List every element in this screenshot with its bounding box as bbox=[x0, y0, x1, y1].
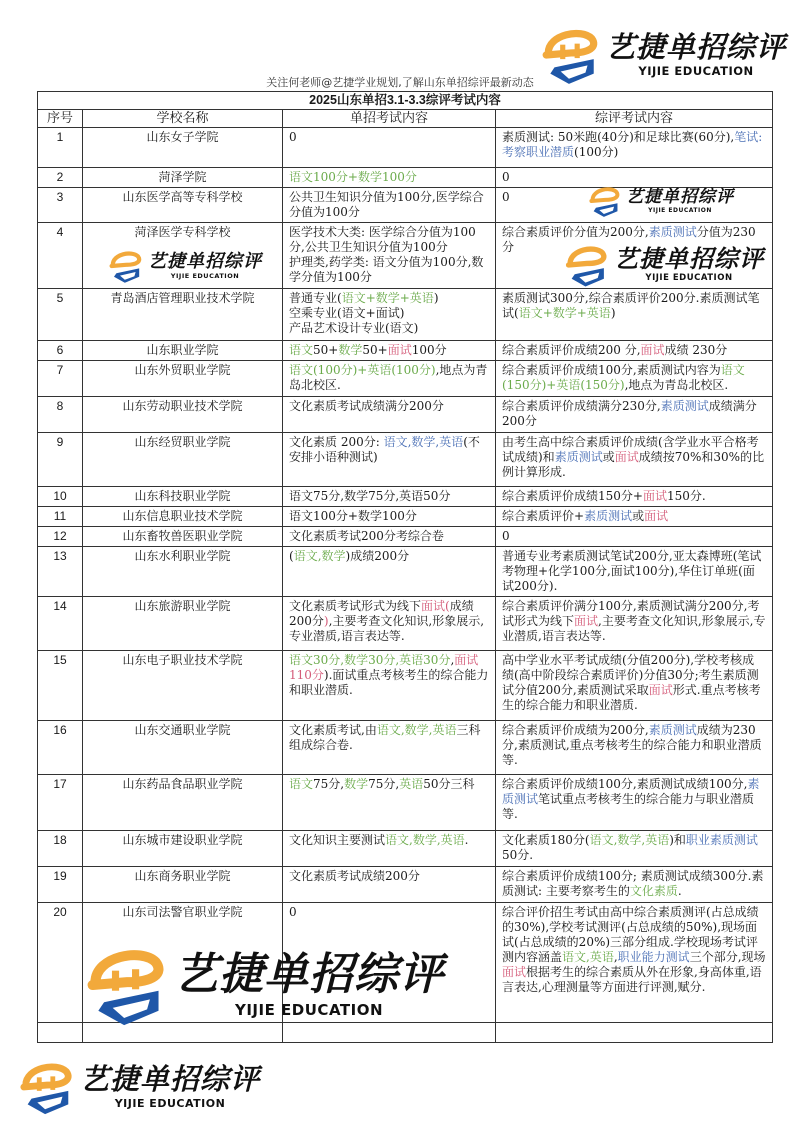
text-segment: 0 bbox=[289, 905, 297, 919]
danzhao-line bbox=[289, 170, 489, 185]
zongping-content bbox=[496, 721, 773, 775]
zongping-content bbox=[496, 867, 773, 903]
text-segment: 综合素质评价成绩100分,素质测试内容为 bbox=[502, 363, 721, 377]
table-row bbox=[38, 223, 773, 289]
logo-text-en: YIJIE EDUCATION bbox=[234, 1000, 384, 1019]
zongping-content bbox=[496, 223, 773, 289]
danzhao-line bbox=[289, 529, 489, 544]
text-segment: 形式.重点考核考生的综合能力和职业潜质. bbox=[502, 683, 761, 712]
text-segment: 成绩按70%和30%的比例计算形成. bbox=[502, 450, 765, 479]
table-row bbox=[38, 507, 773, 527]
danzhao-content bbox=[283, 128, 496, 168]
danzhao-content bbox=[283, 775, 496, 831]
table-row bbox=[38, 397, 773, 433]
row-number: 17 bbox=[38, 775, 83, 831]
text-segment: 综合素质评价成绩为200分, bbox=[502, 723, 649, 737]
text-segment: ,地点为青岛北校区. bbox=[289, 363, 488, 392]
logo-text-cn: 艺捷单招综评 bbox=[626, 186, 734, 207]
zongping-content bbox=[496, 597, 773, 651]
table-row bbox=[38, 361, 773, 397]
text-segment: 50+ bbox=[362, 343, 388, 357]
text-segment: 文化素质180分( bbox=[502, 833, 590, 847]
table-row bbox=[38, 1023, 773, 1043]
row-number: 19 bbox=[38, 867, 83, 903]
zongping-content bbox=[496, 397, 773, 433]
zongping-line bbox=[502, 529, 766, 544]
text-segment: 综合素质评价成绩200 分, bbox=[502, 343, 641, 357]
text-segment: 空乘专业(语文+面试) bbox=[289, 306, 405, 320]
zongping-content bbox=[496, 128, 773, 168]
text-segment: 根据考生的综合素质从外在形象,身高体重,语言表达,心理测量等方面进行评测,赋分. bbox=[502, 965, 762, 994]
row-number: 3 bbox=[38, 188, 83, 223]
text-segment: 文化素质考试200分考综合卷 bbox=[289, 529, 444, 543]
highlighted-text: 素质测试 bbox=[660, 399, 709, 413]
row-number: 20 bbox=[38, 903, 83, 1023]
danzhao-line bbox=[289, 291, 489, 306]
table-row bbox=[38, 867, 773, 903]
danzhao-line bbox=[289, 435, 489, 465]
school-name: 山东劳动职业技术学院 bbox=[83, 397, 283, 433]
highlighted-text: 面试110分 bbox=[289, 653, 479, 682]
school-name: 山东职业学院 bbox=[83, 341, 283, 361]
text-segment: , bbox=[450, 653, 455, 667]
highlighted-text: 素质测试 bbox=[502, 777, 760, 806]
text-segment: 综合素质评价成绩150分+ bbox=[502, 489, 643, 503]
zongping-content bbox=[496, 831, 773, 867]
zongping-content bbox=[496, 547, 773, 597]
zongping-line bbox=[502, 399, 766, 429]
header-danzhao: 单招考试内容 bbox=[283, 110, 496, 128]
text-segment: 成绩满分200分 bbox=[502, 399, 757, 428]
highlighted-text: 职业能力测试 bbox=[617, 950, 690, 964]
text-segment: 75分, bbox=[313, 777, 345, 791]
zongping-line bbox=[502, 777, 766, 822]
highlighted-text: 面试 bbox=[640, 343, 665, 357]
row-number: 4 bbox=[38, 223, 83, 289]
school-name: 山东商务职业学院 bbox=[83, 867, 283, 903]
danzhao-line bbox=[289, 306, 489, 321]
danzhao-line bbox=[289, 489, 489, 504]
text-segment: 50分. bbox=[502, 848, 534, 862]
text-segment: 0 bbox=[289, 130, 297, 144]
text-segment: , bbox=[613, 950, 618, 964]
zongping-line bbox=[502, 291, 766, 321]
text-segment: 高中学业水平考试成绩(分值200分),学校考核成绩(高中阶段综合素质评价)分值30分;考生素质测试分值200分,素质测试采取 bbox=[502, 653, 759, 697]
school-name: 山东经贸职业学院 bbox=[83, 433, 283, 487]
text-segment: 普通专业考素质测试笔试200分,亚太森博班(笔试考物理+化学100分,面试100分),华住订单班(面试200分). bbox=[502, 549, 762, 593]
text-segment: 普通专业( bbox=[289, 291, 342, 305]
logo-text-cn: 艺捷单招综评 bbox=[614, 245, 764, 274]
zongping-line bbox=[502, 549, 766, 594]
text-segment: 综合评价招生考试由高中综合素质测评(占总成绩的30%),学校考试测评(占总成绩的50%),现场面试(占总成绩的20%)三部分组成.学校现场考试评测内容涵盖 bbox=[502, 905, 759, 964]
school-name: 山东旅游职业学院 bbox=[83, 597, 283, 651]
zongping-line bbox=[502, 509, 766, 524]
text-segment: )成绩200分 bbox=[345, 549, 410, 563]
highlighted-text: 语文,数学,英语 bbox=[376, 723, 457, 737]
logo-text-en: YIJIE EDUCATION bbox=[114, 1097, 226, 1110]
school-name: 山东交通职业学院 bbox=[83, 721, 283, 775]
danzhao-line bbox=[289, 343, 489, 358]
danzhao-line bbox=[289, 833, 489, 848]
logo-text-cn: 艺捷单招综评 bbox=[148, 250, 262, 272]
highlighted-text: 面试 bbox=[644, 509, 669, 523]
text-segment: )和 bbox=[669, 833, 686, 847]
text-segment: 100分 bbox=[411, 343, 447, 357]
highlighted-text: 职业素质测试 bbox=[685, 833, 758, 847]
text-segment: 由考生高中综合素质评价成绩(含学业水平合格考试成绩)和 bbox=[502, 435, 759, 464]
text-segment: 语文75分,数学75分,英语50分 bbox=[289, 489, 451, 503]
zongping-line bbox=[502, 653, 766, 713]
danzhao-line bbox=[289, 653, 489, 698]
danzhao-line bbox=[289, 255, 489, 285]
zongping-line bbox=[502, 905, 766, 995]
danzhao-line bbox=[289, 399, 489, 414]
danzhao-content bbox=[283, 1023, 496, 1043]
zongping-content bbox=[496, 651, 773, 721]
zongping-content bbox=[496, 527, 773, 547]
text-segment: 综合素质评价+ bbox=[502, 509, 585, 523]
row-number: 7 bbox=[38, 361, 83, 397]
school-name: 山东科技职业学院 bbox=[83, 487, 283, 507]
danzhao-line bbox=[289, 130, 489, 145]
text-segment: 综合素质评价分值为200分, bbox=[502, 225, 649, 239]
danzhao-content bbox=[283, 487, 496, 507]
highlighted-text: 文化素质 bbox=[629, 884, 678, 898]
table-row bbox=[38, 289, 773, 341]
zongping-line bbox=[502, 435, 766, 480]
highlighted-text: 面试 bbox=[648, 683, 673, 697]
header-zongping: 综评考试内容 bbox=[496, 110, 773, 128]
text-segment: 或 bbox=[602, 450, 615, 464]
zongping-line bbox=[502, 186, 766, 207]
text-segment: (不安排小语种测试) bbox=[289, 435, 480, 464]
table-row bbox=[38, 721, 773, 775]
school-name: 菏泽医学专科学校 bbox=[83, 223, 283, 289]
zongping-line bbox=[502, 489, 766, 504]
table-row bbox=[38, 341, 773, 361]
text-segment: 素质测试: 50米跑(40分)和足球比赛(60分), bbox=[502, 130, 735, 144]
text-segment: ( bbox=[289, 549, 294, 563]
zongping-line bbox=[502, 343, 766, 358]
highlighted-text: 语文+数学+英语 bbox=[341, 291, 434, 305]
school-name: 山东女子学院 bbox=[83, 128, 283, 168]
row-number: 6 bbox=[38, 341, 83, 361]
highlighted-text: 面试 bbox=[574, 614, 599, 628]
danzhao-line bbox=[289, 723, 489, 753]
danzhao-content bbox=[283, 721, 496, 775]
zongping-line bbox=[502, 599, 766, 644]
row-number: 8 bbox=[38, 397, 83, 433]
school-name: 青岛酒店管理职业技术学院 bbox=[83, 289, 283, 341]
logo-text-en: YIJIE EDUCATION bbox=[645, 273, 733, 284]
zongping-content bbox=[496, 168, 773, 188]
table-title: 2025山东单招3.1-3.3综评考试内容 bbox=[38, 92, 773, 110]
highlighted-text: 素质测试 bbox=[648, 225, 697, 239]
text-segment: (100分) bbox=[574, 145, 619, 159]
logo-text-en: YIJIE EDUCATION bbox=[638, 63, 754, 78]
row-number: 11 bbox=[38, 507, 83, 527]
text-segment: 素质测试300分,综合素质评价200分.素质测试笔试( bbox=[502, 291, 760, 320]
danzhao-content bbox=[283, 903, 496, 1023]
row-number: 2 bbox=[38, 168, 83, 188]
danzhao-content bbox=[283, 507, 496, 527]
danzhao-content bbox=[283, 651, 496, 721]
highlighted-text: 素质测试 bbox=[554, 450, 603, 464]
highlighted-text: 素质测试 bbox=[584, 509, 633, 523]
text-segment: 文化素质考试形式为线下 bbox=[289, 599, 422, 613]
danzhao-line bbox=[289, 321, 489, 336]
text-segment: 150分. bbox=[666, 489, 706, 503]
danzhao-line bbox=[289, 509, 489, 524]
highlighted-text: 语文 bbox=[289, 777, 314, 791]
school-name: 山东医学高等专科学校 bbox=[83, 188, 283, 223]
zongping-content bbox=[496, 433, 773, 487]
row-number: 18 bbox=[38, 831, 83, 867]
table-row bbox=[38, 831, 773, 867]
highlighted-text: 面试 bbox=[502, 965, 527, 979]
school-name: 山东畜牧兽医职业学院 bbox=[83, 527, 283, 547]
zongping-content bbox=[496, 903, 773, 1023]
row-number: 9 bbox=[38, 433, 83, 487]
text-segment: 文化素质考试成绩200分 bbox=[289, 869, 420, 883]
text-segment: ,主要考查文化知识,形象展示,专业潜质,语言表达等. bbox=[502, 614, 766, 643]
danzhao-content bbox=[283, 547, 496, 597]
school-name bbox=[83, 1023, 283, 1043]
zongping-content bbox=[496, 1023, 773, 1043]
row-number: 10 bbox=[38, 487, 83, 507]
highlighted-text: 面试 bbox=[614, 450, 639, 464]
row-number: 5 bbox=[38, 289, 83, 341]
highlighted-text: 素质测试 bbox=[648, 723, 697, 737]
school-name: 山东城市建设职业学院 bbox=[83, 831, 283, 867]
row-number bbox=[38, 1023, 83, 1043]
text-segment: 综合素质评价成绩100分,素质测试成绩100分, bbox=[502, 777, 748, 791]
text-segment: ,主要考查文化知识,形象展示,专业潜质,语言表达等. bbox=[289, 614, 485, 643]
text-segment: 综合素质评价成绩100分; 素质测试成绩300分.素质测试: 主要考察考生的 bbox=[502, 869, 764, 898]
text-segment: 护理类,药学类: 语文分值为100分,数学分值为100分 bbox=[289, 255, 484, 284]
table-row bbox=[38, 168, 773, 188]
text-segment: 产品艺术设计专业(语文) bbox=[289, 321, 419, 335]
text-segment: 50+ bbox=[313, 343, 339, 357]
brand-logo-footer bbox=[18, 1058, 260, 1116]
row-number: 1 bbox=[38, 128, 83, 168]
text-segment: 综合素质评价满分100分,素质测试满分200分,考试形式为线下 bbox=[502, 599, 760, 628]
text-segment: 公共卫生知识分值为100分,医学综合分值为100分 bbox=[289, 190, 484, 219]
danzhao-content bbox=[283, 361, 496, 397]
danzhao-content bbox=[283, 397, 496, 433]
zongping-line bbox=[502, 723, 766, 768]
school-name: 菏泽学院 bbox=[83, 168, 283, 188]
text-segment: 语文100分+数学100分 bbox=[289, 509, 417, 523]
logo-text-en: YIJIE EDUCATION bbox=[170, 271, 240, 280]
danzhao-line bbox=[289, 777, 489, 792]
danzhao-line bbox=[289, 363, 489, 393]
school-name: 山东电子职业技术学院 bbox=[83, 651, 283, 721]
danzhao-content bbox=[283, 289, 496, 341]
zongping-line bbox=[502, 170, 766, 185]
highlighted-text: 语文,数学 bbox=[293, 549, 346, 563]
school-name: 山东药品食品职业学院 bbox=[83, 775, 283, 831]
text-segment: 三个部分,现场 bbox=[689, 950, 766, 964]
danzhao-line bbox=[289, 549, 489, 564]
zongping-content bbox=[496, 188, 773, 223]
highlighted-text: 语文100分+数学100分 bbox=[289, 170, 417, 184]
highlighted-text: 英语 bbox=[399, 777, 424, 791]
danzhao-line bbox=[289, 869, 489, 884]
danzhao-content bbox=[283, 597, 496, 651]
zongping-content bbox=[496, 775, 773, 831]
danzhao-line bbox=[289, 905, 489, 920]
highlighted-text: 笔试: 考察职业潜质 bbox=[502, 130, 763, 159]
highlighted-text: 语文,数学,英语 bbox=[589, 833, 670, 847]
highlighted-text: 语文30分,数学30分,英语30分 bbox=[289, 653, 451, 667]
highlighted-text: 数学 bbox=[344, 777, 369, 791]
text-segment: ) bbox=[433, 291, 439, 305]
table-body bbox=[38, 128, 773, 1043]
table-header-row bbox=[38, 110, 773, 128]
table-row bbox=[38, 188, 773, 223]
text-segment: 0 bbox=[502, 529, 510, 543]
school-name: 山东外贸职业学院 bbox=[83, 361, 283, 397]
highlighted-text: 语文 bbox=[289, 343, 314, 357]
zongping-line bbox=[502, 833, 766, 863]
highlighted-text: 语文,数学,英语 bbox=[383, 435, 464, 449]
text-segment: ) bbox=[610, 306, 616, 320]
zongping-line bbox=[502, 869, 766, 899]
table-row bbox=[38, 903, 773, 1023]
text-segment: 成绩为230分,素质测试,重点考核考生的综合能力和职业潜质等. bbox=[502, 723, 762, 767]
follow-notice: 关注何老师@艺捷学业规划,了解山东单招综评最新动态 bbox=[266, 76, 534, 89]
text-segment: 三科组成综合卷. bbox=[289, 723, 481, 752]
highlighted-text: 面试 bbox=[642, 489, 667, 503]
table-row bbox=[38, 775, 773, 831]
text-segment: ).面试重点考核考生的综合能力和职业潜质. bbox=[289, 668, 489, 697]
logo-text-cn: 艺捷单招综评 bbox=[80, 1062, 261, 1096]
text-segment: 或 bbox=[632, 509, 645, 523]
highlighted-text: 面试( bbox=[421, 599, 450, 613]
text-segment: 50分三科 bbox=[423, 777, 475, 791]
school-name: 山东水利职业学院 bbox=[83, 547, 283, 597]
highlighted-text: 语文,英语 bbox=[562, 950, 614, 964]
highlighted-text: 语文+数学+英语 bbox=[518, 306, 611, 320]
text-segment: 文化素质考试成绩满分200分 bbox=[289, 399, 444, 413]
text-segment: ,地点为青岛北校区. bbox=[624, 378, 729, 392]
highlighted-text: ) bbox=[323, 614, 329, 628]
danzhao-content bbox=[283, 831, 496, 867]
logo-text-cn: 艺捷单招综评 bbox=[606, 29, 787, 64]
zongping-content bbox=[496, 361, 773, 397]
row-number: 15 bbox=[38, 651, 83, 721]
danzhao-line bbox=[289, 190, 489, 220]
table-row bbox=[38, 651, 773, 721]
zongping-content bbox=[496, 487, 773, 507]
exam-content-table bbox=[37, 91, 773, 1043]
danzhao-content bbox=[283, 867, 496, 903]
text-segment: 医学技术大类: 医学综合分值为100分,公共卫生知识分值为100分 bbox=[289, 225, 476, 254]
header-school: 学校名称 bbox=[83, 110, 283, 128]
school-name: 山东信息职业技术学院 bbox=[83, 507, 283, 527]
highlighted-text: 数学 bbox=[338, 343, 363, 357]
highlighted-text: 语文(150分)+英语(150分) bbox=[502, 363, 745, 392]
text-segment: 文化知识主要测试 bbox=[289, 833, 386, 847]
zongping-line bbox=[502, 225, 766, 255]
highlighted-text: 面试 bbox=[387, 343, 412, 357]
table-row bbox=[38, 547, 773, 597]
danzhao-content bbox=[283, 341, 496, 361]
logo-text-en: YIJIE EDUCATION bbox=[648, 206, 712, 214]
danzhao-content bbox=[283, 527, 496, 547]
text-segment: 笔试重点考核考生的综合能力与职业潜质等. bbox=[502, 792, 755, 821]
danzhao-content bbox=[283, 223, 496, 289]
row-number: 12 bbox=[38, 527, 83, 547]
text-segment: 分值为230分 bbox=[502, 225, 756, 254]
table-row bbox=[38, 433, 773, 487]
row-number: 14 bbox=[38, 597, 83, 651]
zongping-line bbox=[502, 363, 766, 393]
zongping-content bbox=[496, 341, 773, 361]
danzhao-content bbox=[283, 433, 496, 487]
zongping-line bbox=[502, 130, 766, 160]
text-segment: 文化素质 200分: bbox=[289, 435, 384, 449]
row-number: 16 bbox=[38, 721, 83, 775]
table-row bbox=[38, 487, 773, 507]
row-number: 13 bbox=[38, 547, 83, 597]
danzhao-content bbox=[283, 168, 496, 188]
table-row bbox=[38, 128, 773, 168]
zongping-content bbox=[496, 289, 773, 341]
logo-text-cn: 艺捷单招综评 bbox=[174, 948, 444, 1000]
text-segment: 成绩 230分 bbox=[664, 343, 728, 357]
text-segment: 文化素质考试,由 bbox=[289, 723, 377, 737]
header-no: 序号 bbox=[38, 110, 83, 128]
text-segment: 0 bbox=[502, 190, 510, 204]
table-row bbox=[38, 527, 773, 547]
school-name: 山东司法警官职业学院 bbox=[83, 903, 283, 1023]
table-row bbox=[38, 597, 773, 651]
danzhao-line bbox=[289, 225, 489, 255]
highlighted-text: 语文,数学,英语 bbox=[385, 833, 465, 847]
text-segment: 0 bbox=[502, 170, 510, 184]
text-segment: . bbox=[464, 833, 469, 847]
logo-mark-icon bbox=[18, 1058, 76, 1116]
zongping-content bbox=[496, 507, 773, 527]
text-segment: . bbox=[677, 884, 682, 898]
text-segment: 综合素质评价成绩满分230分, bbox=[502, 399, 661, 413]
danzhao-content bbox=[283, 188, 496, 223]
danzhao-line bbox=[289, 599, 489, 644]
text-segment: 75分, bbox=[368, 777, 400, 791]
highlighted-text: 语文(100分)+英语(100分) bbox=[289, 363, 436, 377]
text-segment: 成绩200分 bbox=[289, 599, 474, 628]
